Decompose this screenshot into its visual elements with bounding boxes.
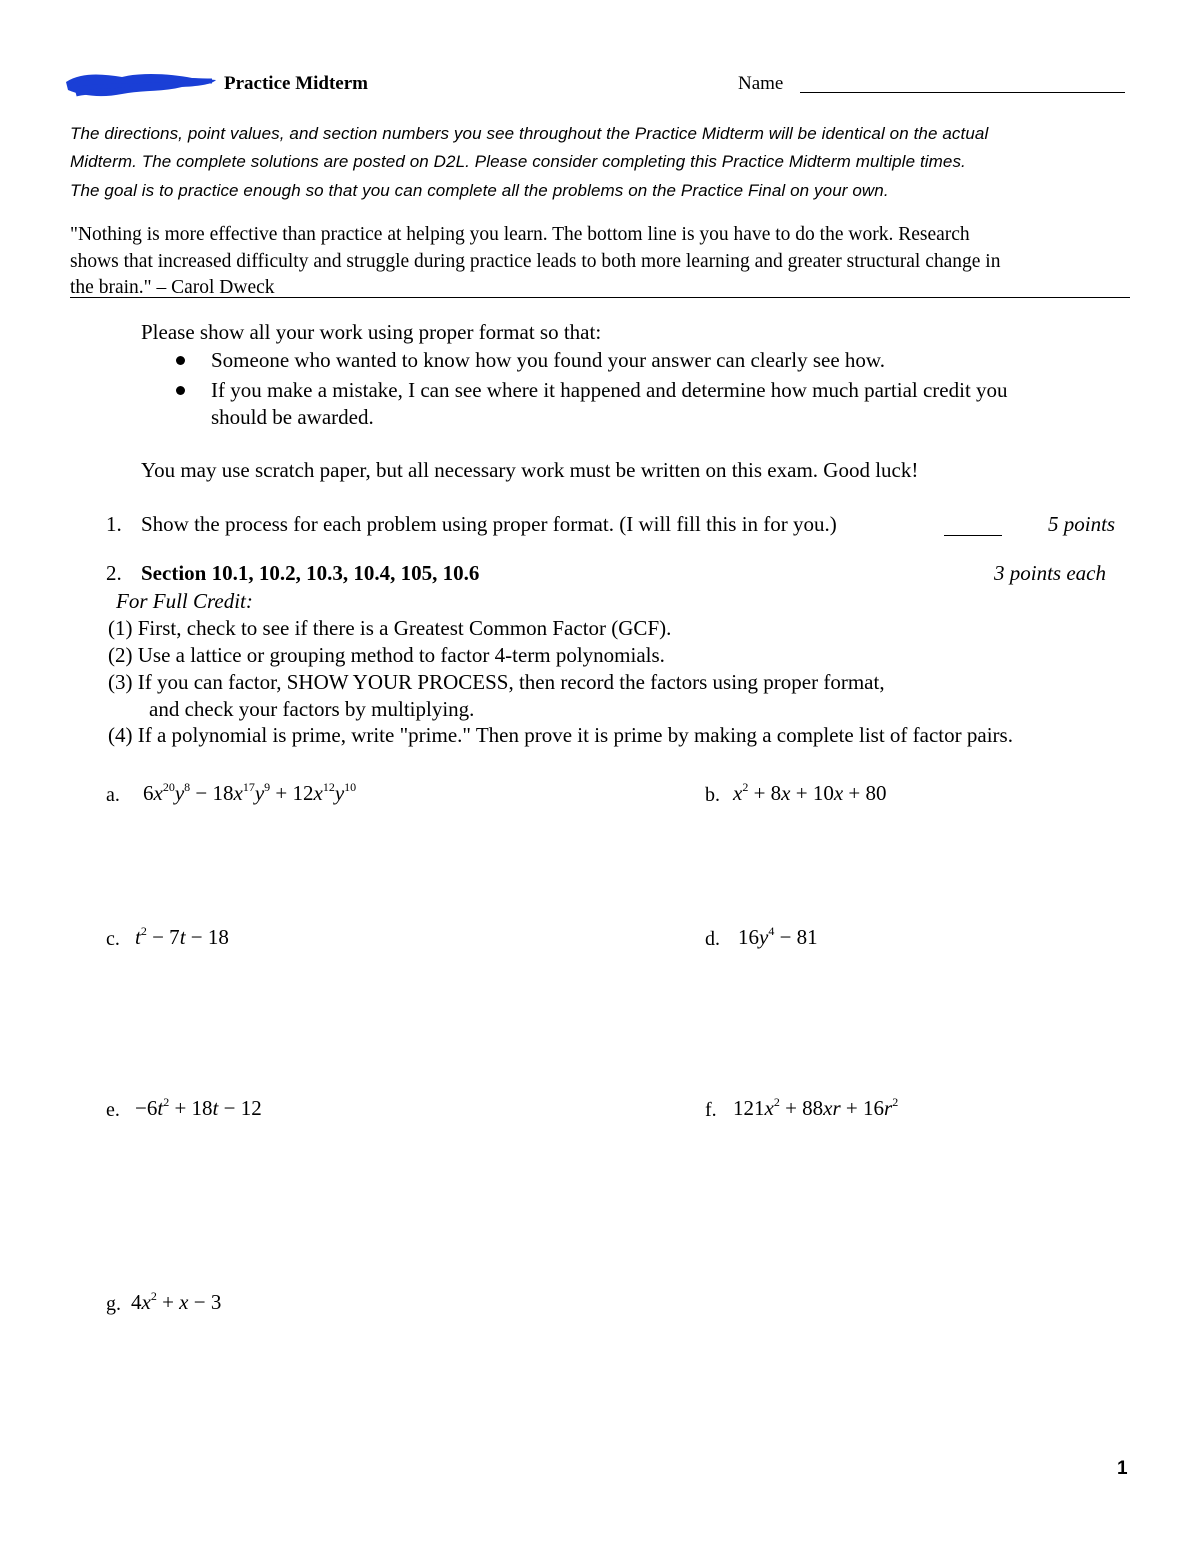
math-term: − 81	[774, 925, 818, 949]
problem-c-label: c.	[106, 928, 120, 950]
math-var: x	[141, 1290, 151, 1314]
math-var: y	[759, 925, 769, 949]
problem-g-label: g.	[106, 1293, 121, 1315]
instructions-bullet-2: If you make a mistake, I can see where it happened and determine how much partial credit you	[211, 378, 1008, 402]
math-term: + 18	[169, 1096, 213, 1120]
intro-line-2: Midterm. The complete solutions are posted on D2L. Please consider completing this Practice Midterm multiple times.	[70, 152, 966, 171]
quote-line-1: "Nothing is more effective than practice at helping you learn. The bottom line is you have to do the work. Research	[70, 224, 970, 245]
math-term: − 7	[146, 925, 180, 949]
math-term: + 16	[840, 1096, 885, 1120]
math-var: r	[884, 1096, 893, 1120]
math-exp: 2	[742, 780, 749, 794]
problem-e-expression	[135, 1096, 262, 1121]
math-exp: 8	[184, 780, 191, 794]
math-exp: 2	[163, 1095, 170, 1109]
question-2-section: Section 10.1, 10.2, 10.3, 10.4, 105, 10.6	[141, 561, 480, 585]
question-1-points: 5 points	[1048, 512, 1116, 536]
math-var: x	[764, 1096, 774, 1120]
name-blank-line	[800, 92, 1125, 93]
problem-e-label: e.	[106, 1099, 120, 1121]
math-var: xr	[823, 1096, 841, 1120]
question-1-text: Show the process for each problem using proper format. (I will fill this in for you.)	[141, 512, 837, 536]
math-var: x	[833, 781, 844, 805]
math-term: − 12	[218, 1096, 262, 1120]
question-1-number: 1.	[106, 512, 122, 536]
header-title: Practice Midterm	[224, 73, 368, 94]
math-exp: 17	[242, 780, 255, 794]
math-term: +	[156, 1290, 180, 1314]
problem-a-label: a.	[106, 784, 120, 806]
problem-c-expression	[135, 925, 229, 950]
math-var: y	[254, 781, 265, 805]
full-credit-step-4: (4) If a polynomial is prime, write "prime." Then prove it is prime by making a complete list of factor pairs.	[108, 723, 1013, 747]
math-exp: 12	[322, 780, 335, 794]
math-var: x	[313, 781, 323, 805]
math-var: x	[179, 1290, 189, 1314]
math-term: + 80	[843, 781, 887, 805]
math-var: x	[153, 781, 163, 805]
quote-divider	[70, 297, 1130, 298]
math-var: x	[233, 781, 243, 805]
math-exp: 4	[768, 924, 775, 938]
question-1-score-blank	[944, 535, 1002, 536]
problem-a-expression	[143, 781, 356, 806]
math-term: − 18	[190, 781, 234, 805]
question-2-points: 3 points each	[994, 561, 1106, 585]
question-2-number: 2.	[106, 561, 122, 585]
instructions-bullet-2-cont: should be awarded.	[211, 405, 374, 429]
math-var: y	[174, 781, 185, 805]
math-exp: 10	[344, 780, 357, 794]
quote-line-3: the brain." – Carol Dweck	[70, 277, 275, 298]
scratch-paper-note: You may use scratch paper, but all necessary work must be written on this exam. Good luck!	[141, 458, 919, 482]
math-term: + 8	[748, 781, 782, 805]
math-exp: 2	[150, 1289, 157, 1303]
name-label: Name	[738, 73, 784, 94]
full-credit-step-2: (2) Use a lattice or grouping method to factor 4-term polynomials.	[108, 643, 665, 667]
math-term: 16	[738, 925, 759, 949]
problem-d-expression	[738, 925, 818, 950]
problem-f-label: f.	[705, 1099, 717, 1121]
math-var: x	[733, 781, 743, 805]
problem-b-expression	[733, 781, 887, 806]
problem-b-label: b.	[705, 784, 720, 806]
math-var: t	[179, 925, 186, 949]
full-credit-step-3: (3) If you can factor, SHOW YOUR PROCESS, then record the factors using proper format,	[108, 670, 885, 694]
problem-g-expression	[131, 1290, 221, 1315]
math-var: t	[157, 1096, 164, 1120]
math-term: + 88	[779, 1096, 824, 1120]
math-term: 6	[143, 781, 154, 805]
math-var: x	[781, 781, 791, 805]
intro-line-1: The directions, point values, and section numbers you see throughout the Practice Midterm will be identical on the actual	[70, 124, 989, 143]
math-exp: 2	[773, 1095, 780, 1109]
math-term: − 3	[188, 1290, 222, 1314]
page-number: 1	[1117, 1458, 1128, 1479]
math-term: + 12	[270, 781, 314, 805]
math-term: 121	[733, 1096, 765, 1120]
full-credit-step-3-cont: and check your factors by multiplying.	[149, 697, 475, 721]
bullet-icon	[176, 356, 185, 365]
math-exp: 20	[162, 780, 175, 794]
full-credit-heading: For Full Credit:	[116, 589, 253, 613]
math-var: y	[334, 781, 345, 805]
full-credit-step-1: (1) First, check to see if there is a Greatest Common Factor (GCF).	[108, 616, 672, 640]
bullet-icon	[176, 386, 185, 395]
math-var: t	[135, 925, 141, 949]
instructions-bullet-1: Someone who wanted to know how you found your answer can clearly see how.	[211, 348, 885, 372]
redaction-scribble	[62, 68, 220, 102]
math-exp: 9	[264, 780, 271, 794]
math-term: −6	[135, 1096, 158, 1120]
problem-d-label: d.	[705, 928, 720, 950]
instructions-intro: Please show all your work using proper format so that:	[141, 320, 602, 344]
math-exp: 2	[140, 924, 147, 938]
math-term: 4	[131, 1290, 142, 1314]
intro-line-3: The goal is to practice enough so that you can complete all the problems on the Practice Final on your own.	[70, 181, 889, 200]
math-exp: 2	[892, 1095, 899, 1109]
math-var: t	[212, 1096, 219, 1120]
math-term: − 18	[185, 925, 229, 949]
math-term: + 10	[790, 781, 834, 805]
problem-f-expression	[733, 1096, 898, 1121]
quote-line-2: shows that increased difficulty and struggle during practice leads to both more learning and greater structural change in	[70, 251, 1001, 272]
